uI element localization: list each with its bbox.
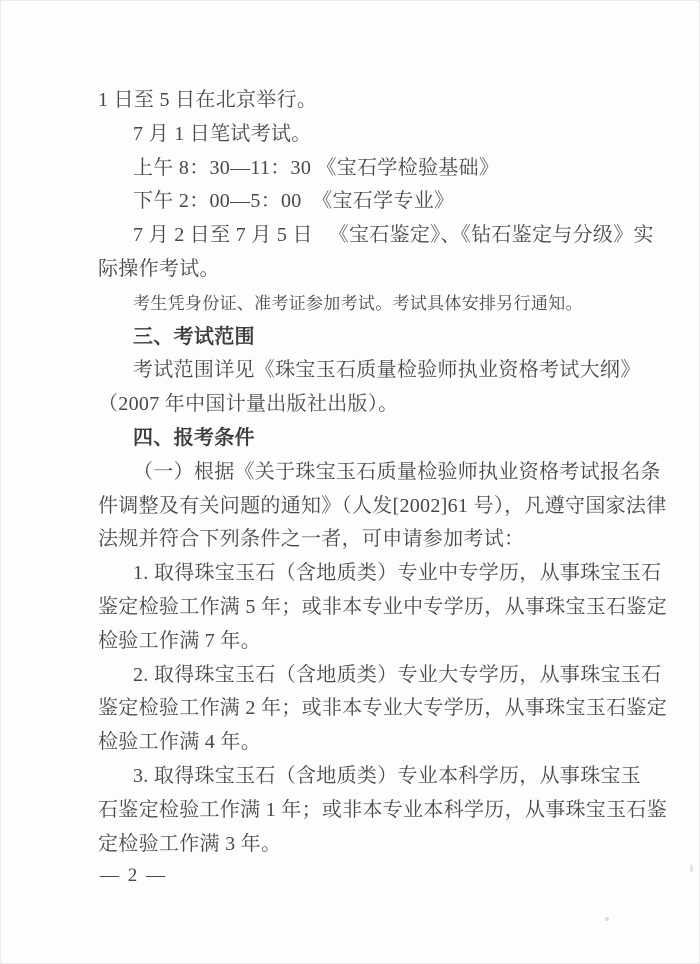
text-line: 鉴定检验工作满 5 年；或非本专业中专学历，从事珠宝玉石鉴定 [98, 595, 667, 618]
text-line: 3. 取得珠宝玉石（含地质类）专业本科学历，从事珠宝玉 [133, 764, 642, 787]
text-line: 1 日至 5 日在北京举行。 [98, 89, 318, 111]
scan-artifact [690, 865, 693, 872]
text-line: （一）根据《关于珠宝玉石质量检验师执业资格考试报名条 [133, 460, 661, 483]
text-line: 考试范围详见《珠宝玉石质量检验师执业资格考试大纲》 [133, 359, 641, 382]
text-line: 下午 2：00—5：00 《宝石学专业》 [133, 190, 455, 213]
scan-artifact [605, 917, 609, 921]
text-line: 1. 取得珠宝玉石（含地质类）专业中专学历，从事珠宝玉石 [133, 562, 662, 585]
text-line: 7 月 2 日至 7 月 5 日 《宝石鉴定》、《钻石鉴定与分级》实 [133, 224, 654, 247]
text-line: 四、报考条件 [133, 426, 255, 449]
text-line: 考生凭身份证、准考证参加考试。考试具体安排另行通知。 [133, 293, 583, 313]
text-line: 法规并符合下列条件之一者，可申请参加考试： [98, 528, 525, 551]
text-line: 2. 取得珠宝玉石（含地质类）专业大专学历，从事珠宝玉石 [133, 663, 662, 686]
document-content [98, 84, 667, 861]
text-line: 鉴定检验工作满 2 年；或非本专业大专学历，从事珠宝玉石鉴定 [98, 697, 667, 720]
text-line: 7 月 1 日笔试考试。 [133, 122, 312, 145]
footer-page-number: — 2 — [100, 865, 167, 886]
text-line: 际操作考试。 [98, 257, 220, 280]
text-line: 件调整及有关问题的通知》（人发[2002]61 号），凡遵守国家法律 [98, 494, 667, 517]
text-line: 石鉴定检验工作满 1 年；或非本专业本科学历，从事珠宝玉石鉴 [98, 798, 667, 821]
text-line: （2007 年中国计量出版社出版）。 [98, 393, 399, 416]
text-line: 定检验工作满 3 年。 [98, 832, 282, 855]
text-line: 上午 8：30—11：30 《宝石学检验基础》 [133, 156, 500, 179]
text-line: 三、考试范围 [133, 325, 255, 348]
text-line: 检验工作满 4 年。 [98, 731, 261, 754]
text-line: 检验工作满 7 年。 [98, 629, 261, 652]
